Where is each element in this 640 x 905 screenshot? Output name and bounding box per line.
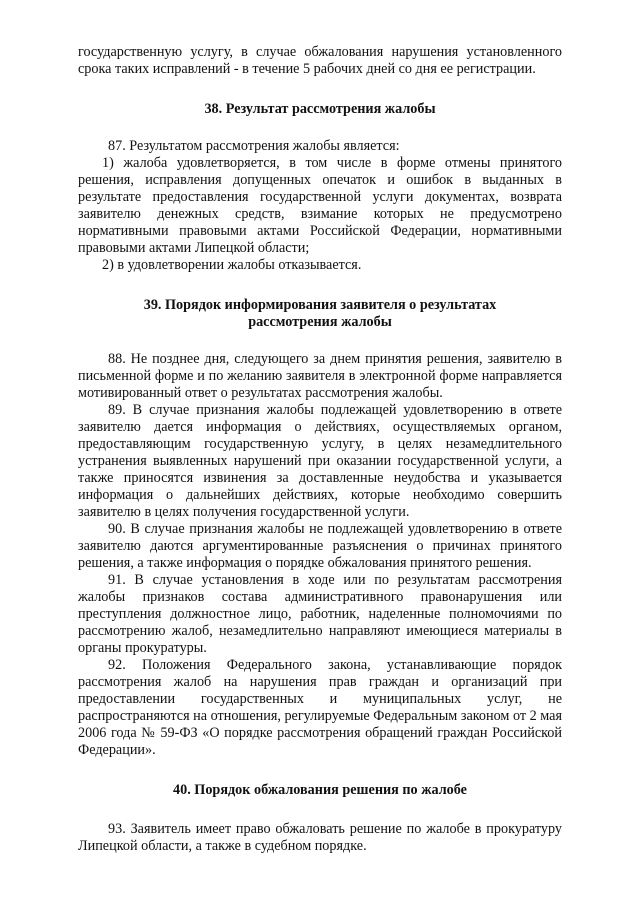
list-item-2: 2) в удовлетворении жалобы отказывается. xyxy=(102,257,362,273)
paragraph-91: 91. В случае установления в ходе или по результатам рассмотрения жалобы признаков состава административного правонарушения или преступления должностное лицо, работник, наделенные полномочиями по рассмотрению жалоб, незамедлительно направляют имеющиеся материалы в органы прокуратуры. xyxy=(78,572,562,656)
paragraph-87: 87. Результатом рассмотрения жалобы является: xyxy=(108,138,400,154)
section-39-title-line-2: рассмотрения жалобы xyxy=(248,314,392,330)
paragraph-88: 88. Не позднее дня, следующего за днем принятия решения, заявителю в письменной форме и по желанию заявителя в электронной форме направляется мотивированный ответ о результатах рассмотрения жалобы. xyxy=(78,351,562,401)
section-39-title xyxy=(78,297,562,331)
section-39-title-line-1: 39. Порядок информирования заявителя о результатах xyxy=(143,297,497,313)
section-40-title: 40. Порядок обжалования решения по жалобе xyxy=(173,782,467,798)
list-item-1: 1) жалоба удовлетворяется, в том числе в форме отмены принятого решения, исправления допущенных опечаток и ошибок в выданных в результате предоставления государственной услуги документах, возврата заявителю денежных средств, взимание которых не предусмотрено нормативными правовыми актами Российской Федерации, нормативными правовыми актами Липецкой области; xyxy=(78,155,562,256)
paragraph-89: 89. В случае признания жалобы подлежащей удовлетворению в ответе заявителю дается информация о действиях, осуществляемых органом, предоставляющим государственную услугу, в целях незамедлительного устранения выявленных нарушений при оказании государственной услуги, а также приносятся извинения за доставленные неудобства и указывается информация о дальнейших действиях, которые необходимо совершить заявителю в целях получения государственной услуги. xyxy=(78,402,562,520)
paragraph-93: 93. Заявитель имеет право обжаловать решение по жалобе в прокуратуру Липецкой области, а также в судебном порядке. xyxy=(78,821,562,854)
document-page xyxy=(78,44,562,855)
paragraph-90: 90. В случае признания жалобы не подлежащей удовлетворению в ответе заявителю даются аргументированные разъяснения о причинах принятого решения, а также информация о порядке обжалования принятого решения. xyxy=(78,521,562,571)
paragraph-92: 92. Положения Федерального закона, устанавливающие порядок рассмотрения жалоб на нарушения прав граждан и организаций при предоставлении государственных и муниципальных услуг, не распространяются на отношения, регулируемые Федеральным законом от 2 мая 2006 года № 59-ФЗ «О порядке рассмотрения обращений граждан Российской Федерации». xyxy=(78,657,562,758)
top-paragraph: государственную услугу, в случае обжалования нарушения установленного срока таких исправлений - в течение 5 рабочих дней со дня ее регистрации. xyxy=(78,44,562,77)
section-38-title: 38. Результат рассмотрения жалобы xyxy=(204,101,436,117)
